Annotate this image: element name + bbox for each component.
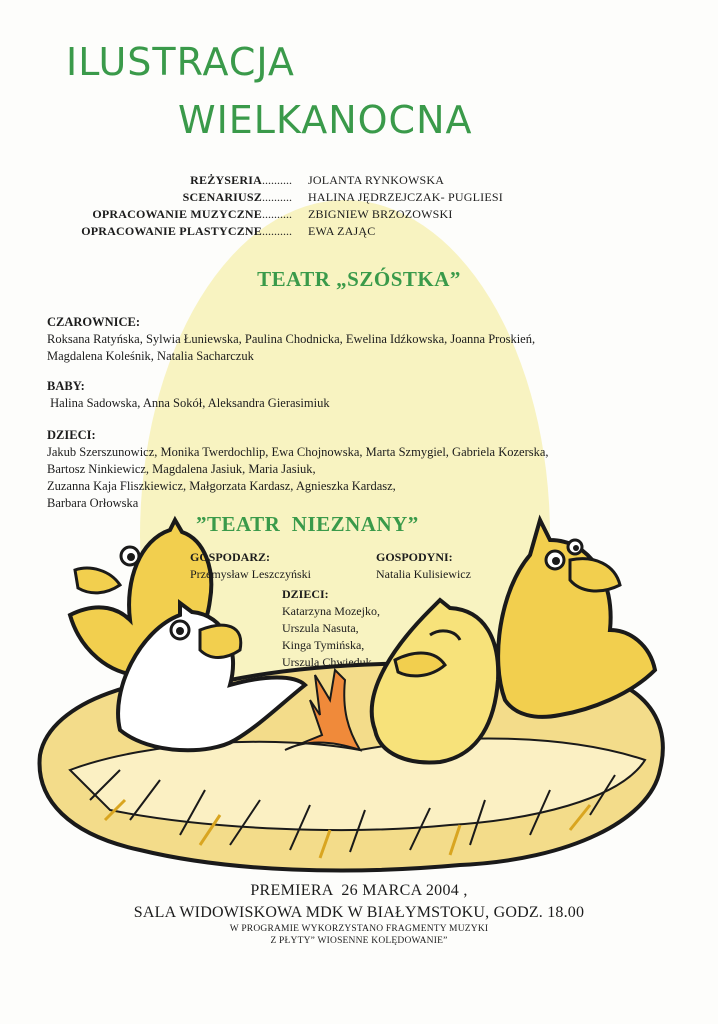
cast-line: Jakub Szerszunowicz, Monika Twerdochlip, Ewa Chojnowska, Marta Szmygiel, Gabriela Kozerska, — [47, 445, 549, 459]
cast-line: Bartosz Ninkiewicz, Magdalena Jasiuk, Maria Jasiuk, — [47, 462, 316, 476]
credit-person: HALINA JĘDRZEJCZAK- PUGLIESI — [308, 190, 503, 204]
credit-dots: .......... — [262, 190, 292, 204]
credit-dots: .......... — [262, 207, 292, 221]
host-block — [190, 549, 311, 583]
section-heading: CZAROWNICE: — [47, 315, 141, 329]
cast-line: Barbara Orłowska — [47, 496, 139, 510]
cast-line: Halina Sadowska, Anna Sokół, Aleksandra Gierasimiuk — [47, 396, 330, 410]
premiere-date: PREMIERA 26 MARCA 2004 , — [250, 882, 468, 899]
credits-block — [0, 172, 718, 240]
cast-section-women — [47, 378, 330, 412]
children-block — [282, 586, 380, 671]
credit-person: JOLANTA RYNKOWSKA — [308, 173, 445, 187]
music-note-line-2: Z PŁYTY” WIOSENNE KOLĘDOWANIE” — [270, 936, 448, 946]
section-heading: BABY: — [47, 379, 85, 393]
credit-row — [0, 223, 718, 240]
child-name: Urszula Nasuta, — [282, 621, 359, 635]
credit-dots: .......... — [262, 224, 292, 238]
child-name: Urszula Chwieduk — [282, 655, 372, 669]
cast-line: Zuzanna Kaja Fliszkiewicz, Małgorzata Kardasz, Agnieszka Kardasz, — [47, 479, 396, 493]
title-line-1: ILUSTRACJA — [66, 40, 295, 84]
music-note-line-1: W PROGRAMIE WYKORZYSTANO FRAGMENTY MUZYKI — [229, 924, 489, 934]
cast-line: Magdalena Koleśnik, Natalia Sacharczuk — [47, 349, 254, 363]
theatre-nieznany-heading: ”TEATR NIEZNANY” — [196, 512, 419, 536]
cast-section-witches — [47, 314, 535, 365]
host-heading: GOSPODARZ: — [190, 550, 271, 564]
credit-person: ZBIGNIEW BRZOZOWSKI — [308, 207, 453, 221]
credit-role: REŻYSERIA — [190, 173, 262, 187]
section-heading: DZIECI: — [47, 428, 96, 442]
credit-row — [0, 172, 718, 189]
title-line-2: WIELKANOCNA — [178, 98, 473, 142]
venue-line: SALA WIDOWISKOWA MDK W BIAŁYMSTOKU, GODZ. 18.00 — [133, 904, 585, 921]
chicks-nest-illustration — [30, 500, 680, 880]
credit-row — [0, 206, 718, 223]
credit-row — [0, 189, 718, 206]
host-name: Przemysław Leszczyński — [190, 567, 311, 581]
hostess-block — [376, 549, 471, 583]
hostess-heading: GOSPODYNI: — [376, 550, 453, 564]
credit-person: EWA ZAJĄC — [308, 224, 376, 238]
credit-dots: .......... — [262, 173, 292, 187]
child-name: Kinga Tymińska, — [282, 638, 365, 652]
credit-role: OPRACOWANIE MUZYCZNE — [92, 207, 262, 221]
credit-role: SCENARIUSZ — [182, 190, 262, 204]
theatre-szostka-heading: TEATR „SZÓSTKA” — [257, 267, 461, 291]
cast-line: Roksana Ratyńska, Sylwia Łuniewska, Paulina Chodnicka, Ewelina Idźkowska, Joanna Proskień, — [47, 332, 536, 346]
hostess-name: Natalia Kulisiewicz — [376, 567, 471, 581]
credit-role: OPRACOWANIE PLASTYCZNE — [81, 224, 262, 238]
children-heading: DZIECI: — [282, 587, 329, 601]
child-name: Katarzyna Mozejko, — [282, 604, 380, 618]
